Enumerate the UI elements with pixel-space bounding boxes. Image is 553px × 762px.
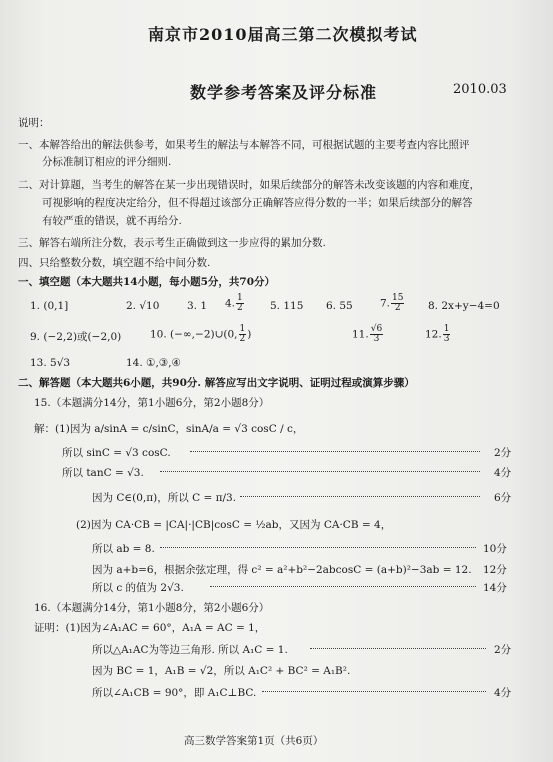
note-line: 三、解答右端所注分数，表示考生正确做到这一步应得的累加分数. <box>18 237 326 249</box>
fill-blank-heading: 一、填空题（本大题共14小题，每小题5分，共70分） <box>18 276 276 288</box>
answer-number: 7. <box>380 297 391 310</box>
answer-item: 3. 1 <box>187 300 208 312</box>
solution-line: 因为 a+b=6，根据余弦定理，得 c² = a²+b²−2abcosC = (a+b)²−3ab = 12. <box>92 564 472 576</box>
solution-line: 所以△A₁AC为等边三角形. 所以 A₁C = 1. <box>92 644 288 656</box>
fraction: $\frac{15}{2}$ <box>392 293 404 313</box>
solution-line: 所以 ab = 8. <box>92 543 155 555</box>
answer-item: 1. (0,1] <box>30 300 69 312</box>
notes-heading: 说明： <box>18 117 50 129</box>
answer-item: 2. √10 <box>126 300 160 312</box>
solution-line: 所以∠A₁CB = 90°，即 A₁C⊥BC. <box>92 687 257 699</box>
dot-leader <box>210 581 476 593</box>
score-mark: 2分 <box>494 447 512 459</box>
fraction: $\frac{1}{2}$ <box>237 293 243 313</box>
answer-item <box>225 294 245 313</box>
answer-item <box>380 294 405 313</box>
document-subtitle: 数学参考答案及评分标准 <box>190 83 378 102</box>
dot-leader <box>160 466 480 478</box>
document-date: 2010.03 <box>453 82 507 97</box>
solution-line: 所以 c 的值为 2√3. <box>92 582 184 594</box>
solution-line: 因为 BC = 1，A₁B = √2，所以 A₁C² + BC² = A₁B². <box>92 665 351 677</box>
note-line: 一、本解答给出的解法供参考，如果考生的解法与本解答不同，可根据试题的主要考查内容比照评 <box>18 139 470 151</box>
solution-line: 所以 tanC = √3. <box>62 467 144 479</box>
answer-item: 13. 5√3 <box>30 357 71 369</box>
score-mark: 2分 <box>494 644 512 656</box>
answer-number: 12. <box>425 328 442 341</box>
dot-leader <box>160 542 476 554</box>
answer-number: 11. <box>352 328 369 341</box>
answer-item: 10. (−∞,−2)∪(0, $\frac{1}{2}$ ) <box>150 324 252 344</box>
note-line: 分标准制订相应的评分细则. <box>42 156 172 168</box>
answer-item <box>352 325 384 344</box>
score-mark: 10分 <box>483 543 507 555</box>
fraction: $\frac{1}{3}$ <box>443 324 450 344</box>
solution-line: 因为 C∈(0,π)，所以 C = π/3. <box>92 492 237 504</box>
score-mark: 4分 <box>494 467 512 479</box>
note-line: 有较严重的错误，就不再给分. <box>42 215 182 227</box>
dot-leader <box>262 686 486 698</box>
fraction: $\frac{1}{2}$ <box>239 324 246 344</box>
score-mark: 6分 <box>494 492 512 504</box>
dot-leader <box>190 446 480 458</box>
score-mark: 14分 <box>483 582 507 594</box>
answer-item: 6. 55 <box>326 300 353 312</box>
solution-line: 解：(1)因为 a/sinA = c/sinC，sinA/a = √3 cosC / c， <box>34 423 304 435</box>
solution-line: 所以 sinC = √3 cosC. <box>62 447 171 459</box>
question-16-heading: 16.（本题满分14分，第1小题8分，第2小题6分） <box>34 602 270 614</box>
note-line: 可视影响的程度决定给分，但不得超过该部分正确解答应得分数的一半；如果后续部分的解答 <box>42 197 473 209</box>
page-footer: 高三数学答案第1页（共6页） <box>184 735 324 747</box>
exam-title: 南京市2010届高三第二次模拟考试 <box>148 25 418 44</box>
note-line: 四、只给整数分数，填空题不给中间分数. <box>18 257 211 269</box>
answer-number: 10. (−∞,−2)∪(0, <box>150 328 238 341</box>
score-mark: 12分 <box>483 564 507 576</box>
dot-leader <box>240 491 480 503</box>
solution-line: (2)因为 CA·CB = |CA|·|CB|cosC = ½ab，又因为 CA·CB = 4， <box>76 519 392 531</box>
score-mark: 4分 <box>494 687 512 699</box>
question-15-heading: 15.（本题满分14分，第1小题6分，第2小题8分） <box>34 397 270 409</box>
note-line: 二、对计算题，当考生的解答在某一步出现错误时，如果后续部分的解答未改变该题的内容和难度， <box>18 179 480 191</box>
solve-heading: 二、解答题（本大题共6小题，共90分. 解答应写出文字说明、证明过程或演算步骤） <box>18 377 415 389</box>
dot-leader <box>310 643 486 655</box>
answer-item: 14. ①,③,④ <box>126 357 181 369</box>
answer-item: 5. 115 <box>270 300 304 312</box>
answer-number: 4. <box>225 297 236 310</box>
fraction: $\frac{√6}{3}$ <box>370 324 383 344</box>
solution-line: 证明：(1)因为∠A₁AC = 60°，A₁A = AC = 1， <box>34 622 266 634</box>
answer-item: 9. (−2,2)或(−2,0) <box>30 331 122 343</box>
answer-item <box>425 325 451 344</box>
answer-item: 8. 2x+y−4=0 <box>428 300 500 312</box>
